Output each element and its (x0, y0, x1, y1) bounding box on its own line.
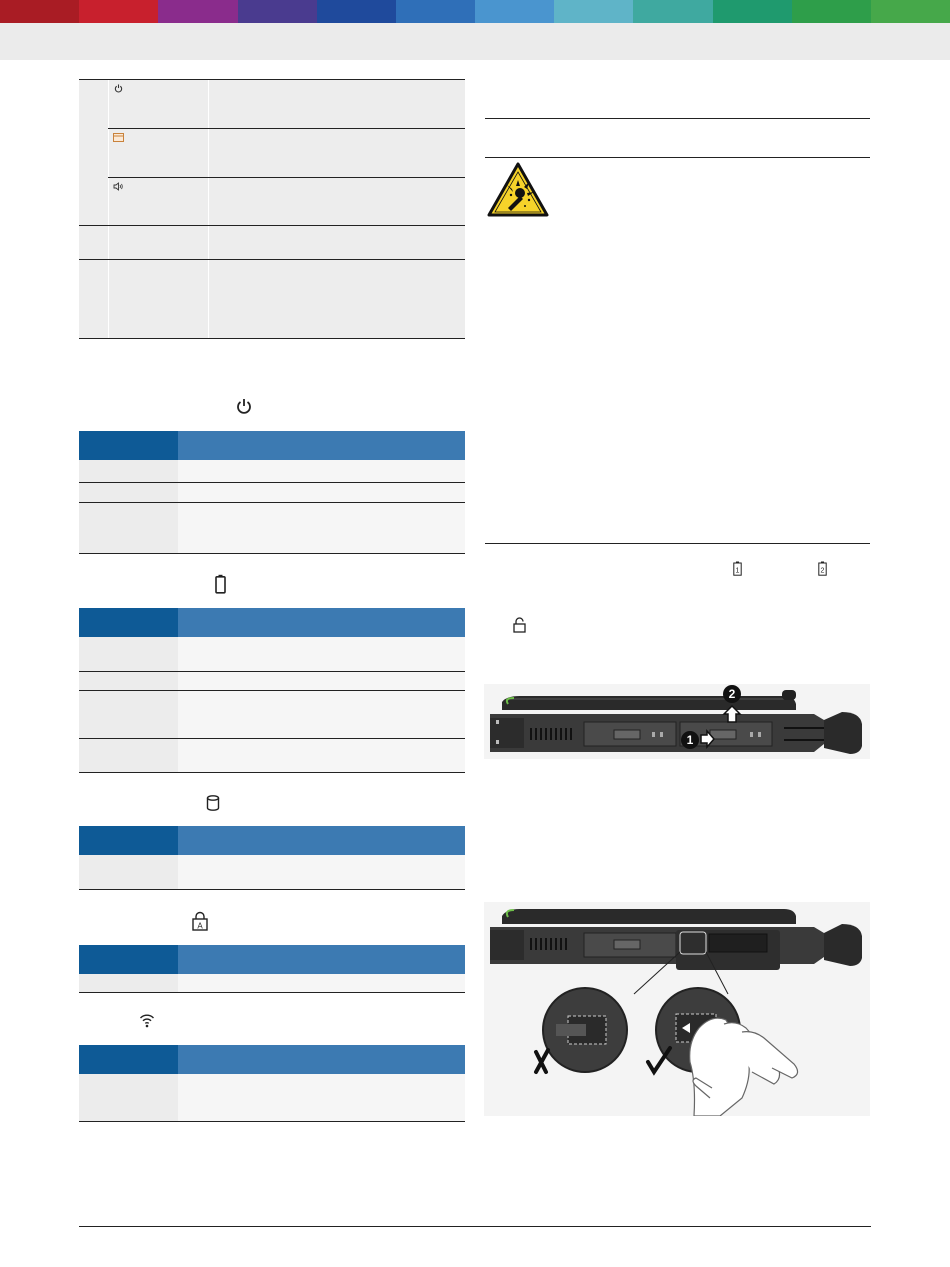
table-bottom-rule (79, 1121, 465, 1122)
battery-2-icon (818, 561, 827, 576)
battery-table-header (79, 608, 465, 637)
svg-text:2: 2 (820, 567, 825, 575)
table-divider (108, 80, 109, 338)
laptop-battery-latch-photo (484, 684, 870, 759)
battery-icon (113, 133, 124, 142)
color-band-segment (792, 0, 871, 23)
power-table-header (79, 431, 465, 460)
color-band-segment (317, 0, 396, 23)
color-band-segment (158, 0, 237, 23)
color-band-segment (0, 0, 79, 23)
table-row (79, 483, 465, 502)
drive-icon (206, 795, 220, 811)
table-row-rule (79, 259, 465, 260)
unlock-icon (513, 617, 526, 633)
table-row (79, 460, 465, 482)
table-row (79, 1074, 465, 1121)
battery-latch-detail-photo (484, 902, 870, 1116)
wifi-table-header (79, 1045, 465, 1074)
table-bottom-rule (79, 338, 465, 339)
step-2-label: 2 (728, 687, 736, 701)
table-row (79, 739, 465, 772)
section-rule (485, 118, 870, 119)
color-band-segment (475, 0, 554, 23)
color-band-segment (396, 0, 475, 23)
header-grey-bar (0, 23, 950, 60)
table-row (79, 672, 465, 690)
battery-icon (215, 574, 226, 594)
table-divider (208, 80, 209, 338)
table-row-rule (79, 225, 465, 226)
svg-text:A: A (197, 921, 203, 931)
footer-rule (79, 1226, 871, 1227)
section-rule (485, 157, 870, 158)
table-bottom-rule (79, 992, 465, 993)
color-band-segment (633, 0, 712, 23)
power-icon (114, 84, 123, 93)
table-bottom-rule (79, 889, 465, 890)
table-bottom-rule (79, 553, 465, 554)
svg-text:1: 1 (735, 567, 740, 575)
table-row-rule (108, 128, 465, 129)
color-band-segment (79, 0, 158, 23)
header-color-band (0, 0, 950, 23)
color-band-segment (713, 0, 792, 23)
drive-table-header (79, 826, 465, 855)
table-bottom-rule (79, 772, 465, 773)
wifi-icon (139, 1012, 155, 1028)
table-row (79, 974, 465, 992)
table-row (79, 637, 465, 671)
section-rule (485, 543, 870, 544)
step-1-label: 1 (686, 733, 694, 747)
table-row (79, 503, 465, 553)
table-row (79, 855, 465, 889)
battery-1-icon (733, 561, 742, 576)
explosive-warning-icon (487, 162, 549, 217)
indicator-table (79, 80, 465, 338)
table-row (79, 691, 465, 738)
color-band-segment (238, 0, 317, 23)
speaker-icon (113, 182, 124, 191)
color-band-segment (554, 0, 633, 23)
caps-lock-table-header (79, 945, 465, 974)
power-icon (236, 398, 252, 414)
table-row-rule (108, 177, 465, 178)
caps-lock-icon (191, 911, 209, 931)
color-band-segment (871, 0, 950, 23)
